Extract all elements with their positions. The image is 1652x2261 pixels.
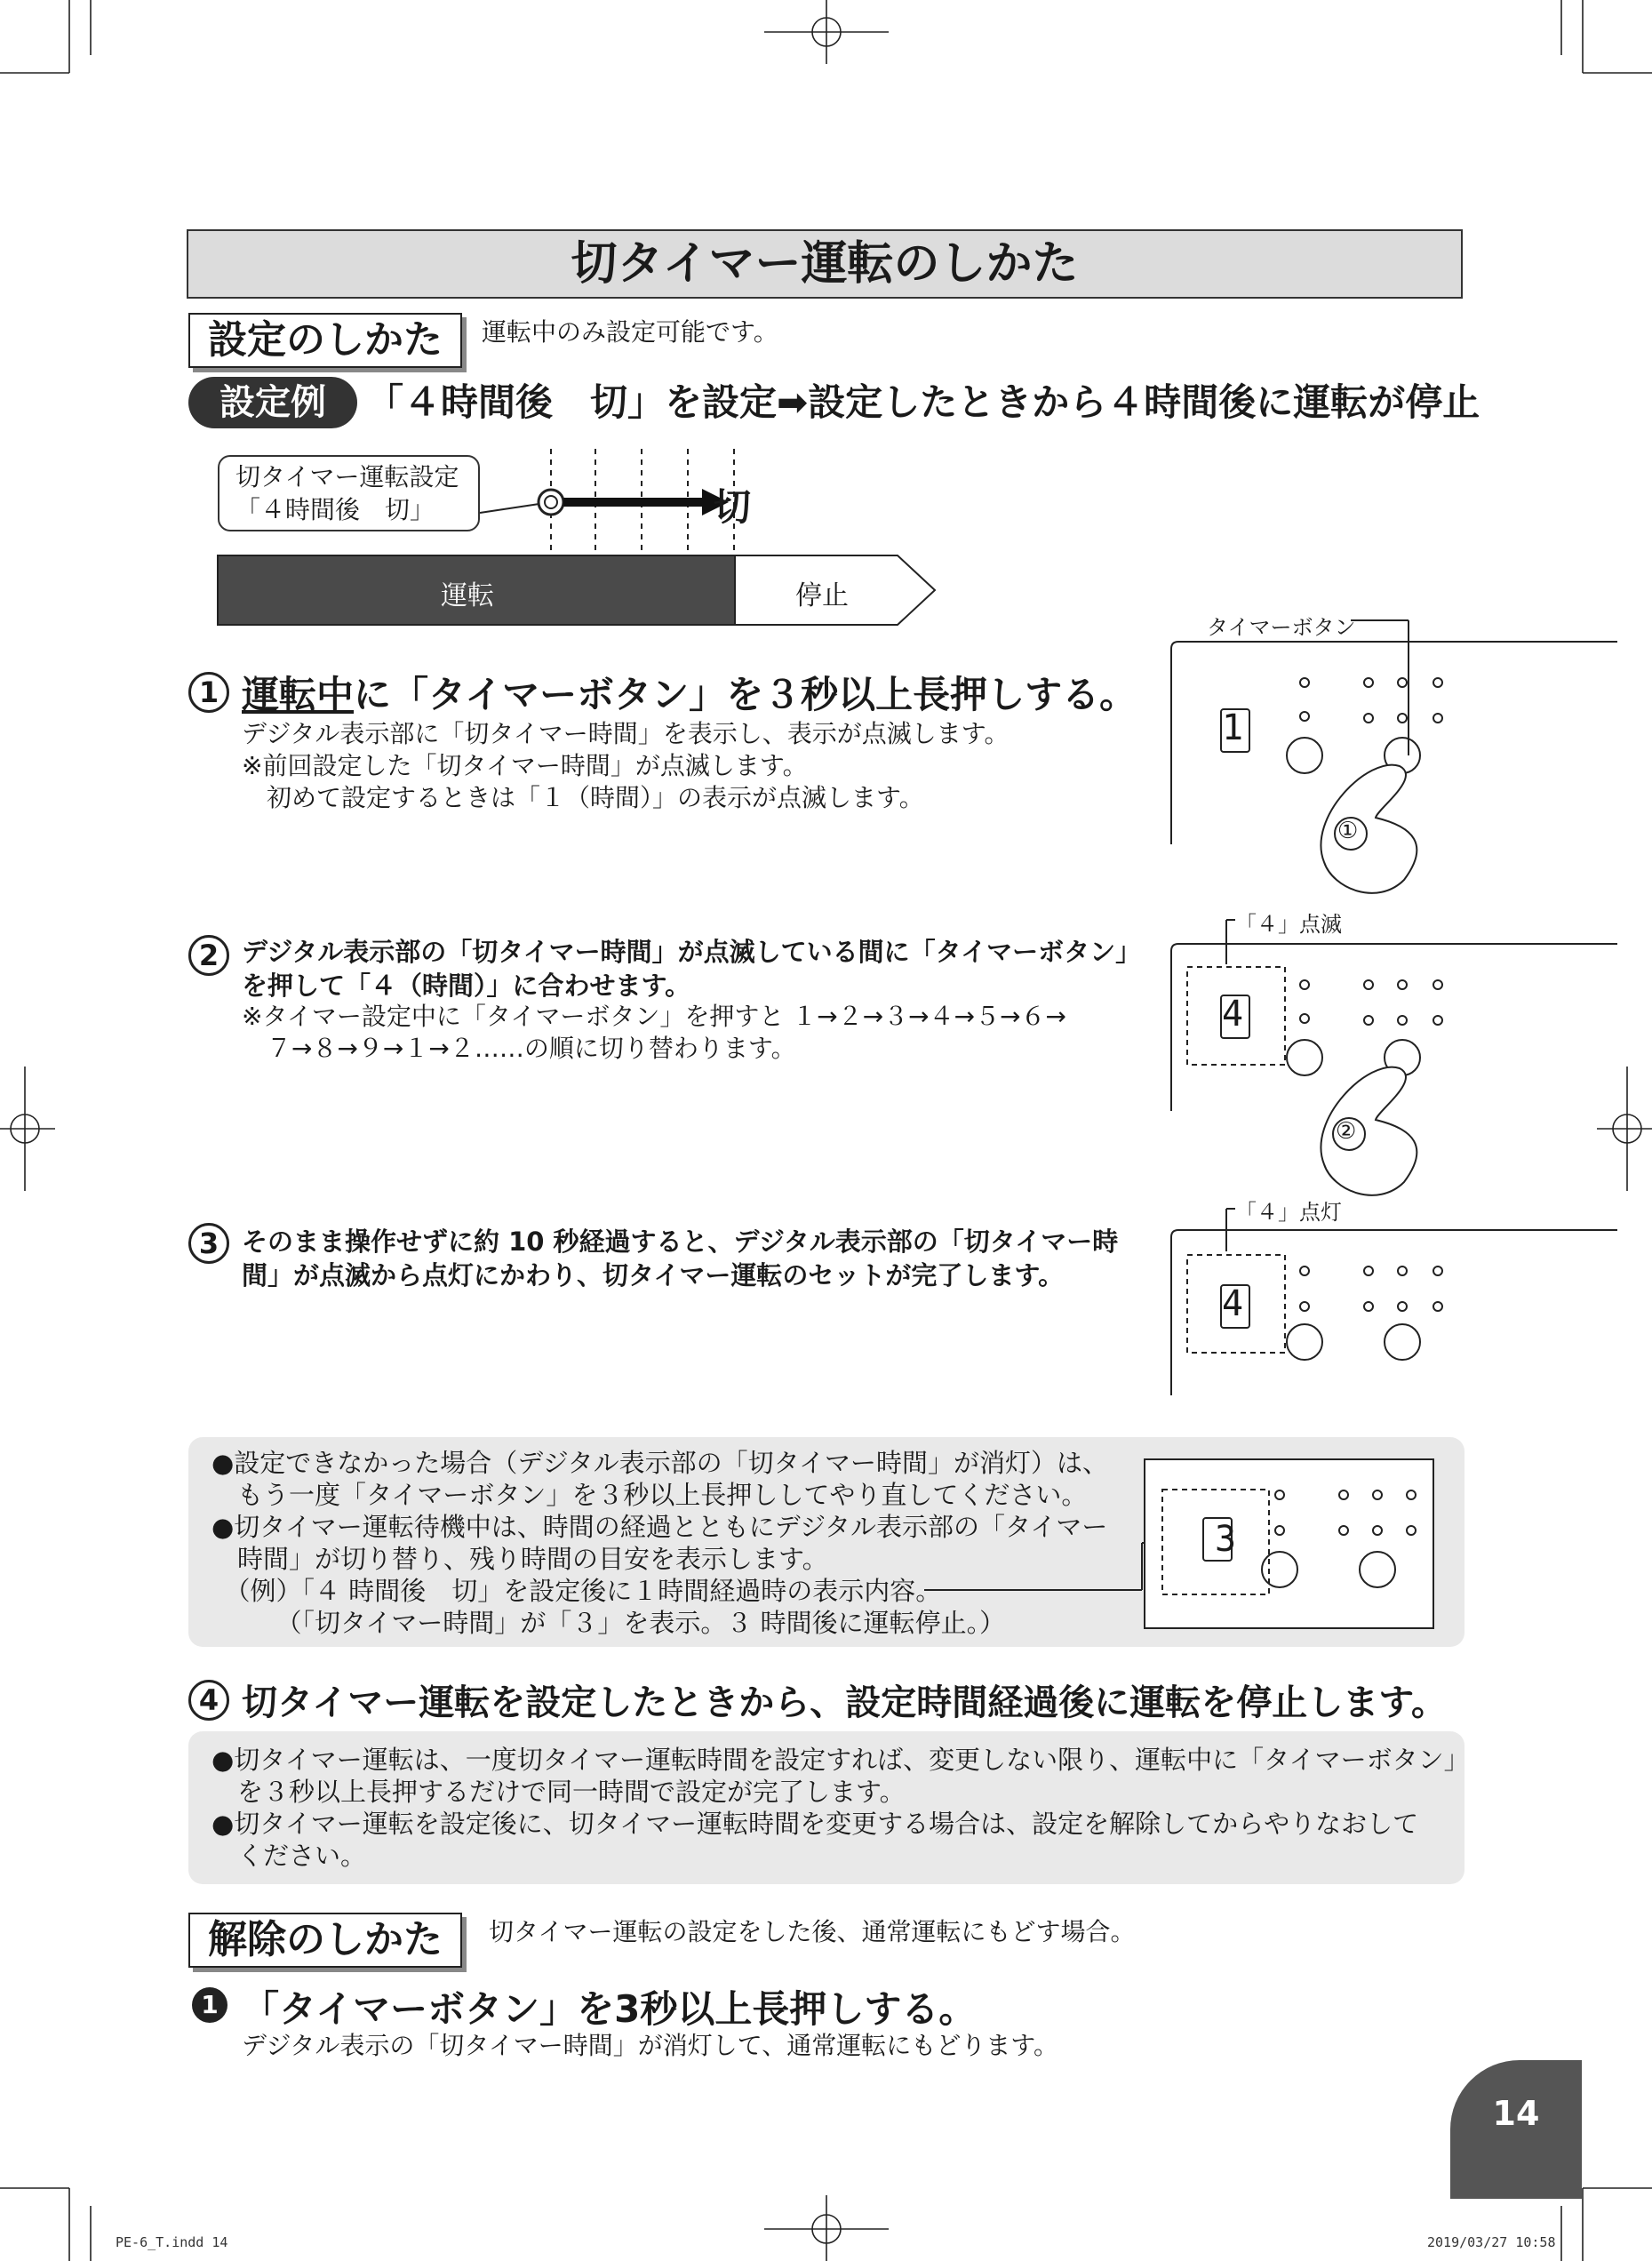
- info-1-line: （例）「４ 時間後 切」を設定後に１時間経過時の表示内容。: [211, 1576, 942, 1606]
- footer-timestamp: 2019/03/27 10:58: [1427, 2234, 1556, 2250]
- bar-stopped-label: 停止: [795, 580, 849, 611]
- step-1-line: ※前回設定した「切タイマー時間」が点滅します。: [242, 751, 808, 780]
- step-2-line: ７→８→９→１→２……の順に切り替わります。: [242, 1034, 796, 1063]
- blink-label: 「４」点滅: [1235, 912, 1342, 937]
- display-digit-1: 1: [1222, 707, 1244, 748]
- step-2-body: [242, 1001, 1066, 1065]
- cancel-step-body: デジタル表示の「切タイマー時間」が消灯して、通常運転にもどります。: [242, 2031, 1058, 2060]
- step-3-heading-line: 間」が点滅から点灯にかわり、切タイマー運転のセットが完了します。: [242, 1260, 1065, 1290]
- step-3-number: 3: [188, 1223, 229, 1264]
- timeline-off-label: 切: [714, 485, 752, 529]
- step-2-heading-line: デジタル表示部の「切タイマー時間」が点滅している間に「タイマーボタン」: [242, 937, 1142, 967]
- info-2-line: ●切タイマー運転を設定後に、切タイマー運転時間を変更する場合は、設定を解除してからやりなおして: [211, 1809, 1419, 1839]
- footer-file: PE-6_T.indd 14: [116, 2234, 228, 2250]
- hand-step-2-icon: ②: [1336, 1118, 1357, 1145]
- step-4-number: 4: [188, 1680, 229, 1721]
- step-1-line: デジタル表示部に「切タイマー時間」を表示し、表示が点滅します。: [242, 719, 1010, 748]
- setting-section-label: 設定のしかた: [188, 313, 462, 368]
- info-1-line: ●設定できなかった場合（デジタル表示部の「切タイマー時間」が消灯）は、: [211, 1448, 1108, 1478]
- info-1-line: ●切タイマー運転待機中は、時間の経過とともにデジタル表示部の「タイマー: [211, 1512, 1108, 1542]
- callout-line1: 切タイマー運転設定: [235, 462, 459, 491]
- display-digit-2: 4: [1222, 994, 1244, 1035]
- info-2-line: を３秒以上長押するだけで同一時間で設定が完了します。: [211, 1777, 906, 1807]
- callout-line2: 「４時間後 切」: [235, 495, 435, 524]
- info-1-line: （「切タイマー時間」が「３」を表示。３ 時間後に運転停止。）: [211, 1608, 1006, 1638]
- display-digit-3: 4: [1222, 1283, 1244, 1324]
- step-1-number: 1: [188, 672, 229, 713]
- info-1-line: 時間」が切り替り、残り時間の目安を表示します。: [211, 1544, 828, 1574]
- setting-section-note: 運転中のみ設定可能です。: [482, 317, 778, 347]
- step-1-body: [242, 718, 1010, 814]
- display-digit-4: 3: [1215, 1519, 1237, 1560]
- cancel-section-label: 解除のしかた: [188, 1913, 462, 1968]
- info-panel-1-illustration: [915, 1454, 1440, 1632]
- lit-label: 「４」点灯: [1235, 1200, 1342, 1225]
- step-4-heading: 切タイマー運転を設定したときから、設定時間経過後に運転を停止します。: [242, 1682, 1447, 1723]
- cancel-step-number: 1: [192, 1987, 227, 2023]
- hand-step-1-icon: ①: [1337, 818, 1359, 844]
- step-2-line: ※タイマー設定中に「タイマーボタン」を押すと １→２→３→４→５→６→: [242, 1002, 1067, 1031]
- timeline-callout: [218, 455, 480, 531]
- step-3-heading: [242, 1225, 1118, 1292]
- cancel-section-note: 切タイマー運転の設定をした後、通常運転にもどす場合。: [489, 1917, 1136, 1946]
- step-2-heading-line: を押して「４（時間）」に合わせます。: [242, 971, 691, 1001]
- example-heading: 「４時間後 切」を設定➡設定したときから４時間後に運転が停止: [366, 380, 1480, 424]
- step-3-heading-line: そのまま操作せずに約 10 秒経過すると、デジタル表示部の「切タイマー時: [242, 1226, 1119, 1257]
- info-2-line: ください。: [211, 1841, 367, 1871]
- step-2-heading: [242, 935, 1141, 1003]
- step-1-heading-underlined: 運転中: [242, 673, 355, 716]
- info-panel-2-text: [211, 1744, 1470, 1872]
- cancel-step-heading: 「タイマーボタン」を3秒以上長押しする。: [242, 1987, 977, 2031]
- page-number: 14: [1450, 2060, 1582, 2199]
- step-1-line: 初めて設定するときは「１（時間）」の表示が点滅します。: [242, 783, 924, 812]
- step-2-number: 2: [188, 935, 229, 976]
- info-1-line: もう一度「タイマーボタン」を３秒以上長押ししてやり直してください。: [211, 1480, 1088, 1510]
- bar-running-label: 運転: [441, 580, 494, 611]
- example-badge: 設定例: [188, 377, 357, 428]
- page-title: 切タイマー運転のしかた: [187, 229, 1463, 299]
- step-1-heading-rest: に「タイマーボタン」を３秒以上長押しする。: [354, 673, 1137, 716]
- step-1-heading: [242, 666, 1137, 719]
- timer-button-label: タイマーボタン: [1207, 615, 1356, 640]
- info-2-line: ●切タイマー運転は、一度切タイマー運転時間を設定すれば、変更しない限り、運転中に「タイマーボタン」: [211, 1745, 1470, 1775]
